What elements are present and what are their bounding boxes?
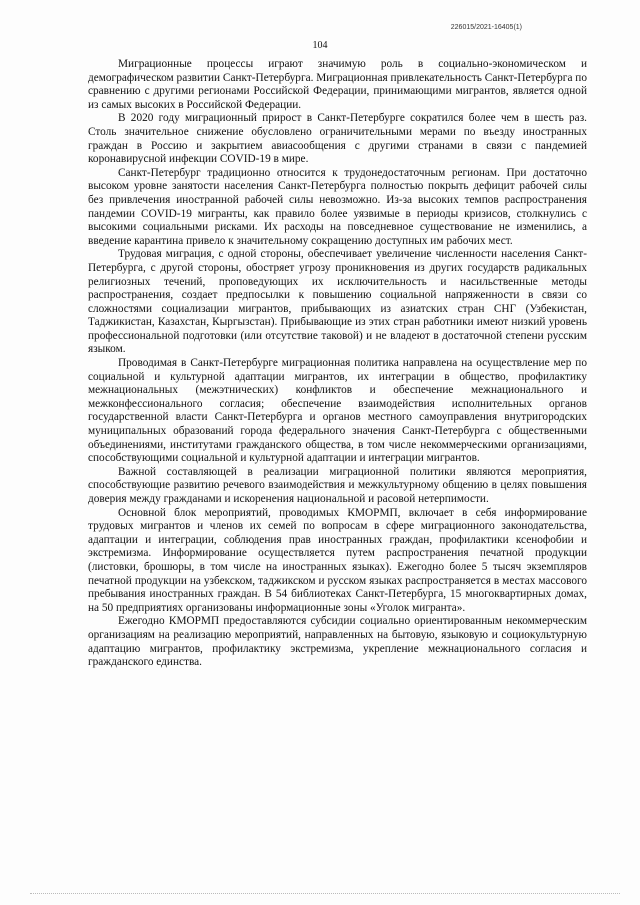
paragraph-subsidies: Ежегодно КМОРМП предоставляются субсидии социально ориентированным некоммерческим организациям на реализацию мероприятий, направленных на бытовую, языковую и социокультурную адаптацию мигрантов, профилактику экстремизма, укрепление межнационального согласия и гражданского единства. <box>88 615 587 669</box>
scan-footer-line <box>30 893 620 894</box>
paragraph-labor-shortage: Санкт-Петербург традиционно относится к трудонедостаточным регионам. При достаточно высоком уровне занятости населения Санкт-Петербурга полностью покрыть дефицит рабочей силы без привлечения иностранной рабочей силы невозможно. Из-за высоких темпов распространения пандемии COVID-19 мигранты, как правило более уязвимые в периоды кризисов, столкнулись с высокими социальными рисками. Их расходы на повседневное существование не изменились, а введение карантина привело к значительному сокращению доступных им рабочих мест. <box>88 166 587 247</box>
paragraph-labor-migration: Трудовая миграция, с одной стороны, обеспечивает увеличение численности населения Санкт-Петербурга, с другой стороны, обостряет угрозу проникновения из других государств радикальных религиозных течений, проповедующих их исключительность и насильственные методы распространения, создает предпосылки к повышению социальной напряженности в связи со сложностями социализации мигрантов, прибывающих из азиатских стран СНГ (Узбекистан, Таджикистан, Казахстан, Кыргызстан). Прибывающие из этих стран работники имеют низкий уровень профессиональной подготовки (или отсутствие таковой) и не владеют в достаточной степени русским языком. <box>88 248 587 356</box>
paragraph-kmormp-events: Основной блок мероприятий, проводимых КМОРМП, включает в себя информирование трудовых мигрантов и членов их семей по вопросам в сфере миграционного законодательства, адаптации и интеграции, соблюдения прав иностранных граждан, профилактики ксенофобии и экстремизма. Информирование осуществляется путем распространения печатной продукции (листовки, брошюры, в том числе на иностранных языках). Ежегодно более 5 тысяч экземпляров печатной продукции на узбекском, таджикском и русском языках распространяется в местах массового пребывания иностранных граждан. В 54 библиотеках Санкт-Петербурга, 15 многоквартирных домах, на 50 предприятиях организованы информационные зоны «Уголок мигранта». <box>88 506 587 614</box>
paragraph-migration-role: Миграционные процессы играют значимую роль в социально-экономическом и демографическом развитии Санкт-Петербурга. Миграционная привлекательность Санкт-Петербурга по сравнению с другими регионами Российской Федерации, принимающими мигрантов, является одной из самых высоких в Российской Федерации. <box>88 58 587 111</box>
page-number: 104 <box>312 40 328 51</box>
body-text <box>88 58 587 670</box>
document-id: 226015/2021-16405(1) <box>450 24 522 31</box>
paragraph-communication-events: Важной составляющей в реализации миграционной политики являются мероприятия, способствующие развитию речевого взаимодействия и межкультурному общению в целях повышения доверия между гражданами и искоренения национальной и расовой нетерпимости. <box>88 465 587 505</box>
paragraph-migration-policy: Проводимая в Санкт-Петербурге миграционная политика направлена на осуществление мер по социальной и культурной адаптации мигрантов, их интеграции в общество, профилактику межнациональных (межэтнических) конфликтов и обеспечение межнационального и межконфессионального согласия; обеспечение взаимодействия исполнительных органов государственной власти Санкт-Петербурга и органов местного самоуправления внутригородских муниципальных образований города федерального значения Санкт-Петербурга с общественными объединениями, институтами гражданского общества, в том числе некоммерческими организациями, способствующими социальной и культурной адаптации и интеграции мигрантов. <box>88 357 587 465</box>
paragraph-migration-2020: В 2020 году миграционный прирост в Санкт-Петербурге сократился более чем в шесть раз. Столь значительное снижение обусловлено ограничительными мерами по въезду иностранных граждан в Россию и закрытием авиасообщения с другими странами в связи с пандемией коронавирусной инфекции COVID-19 в мире. <box>88 112 587 166</box>
